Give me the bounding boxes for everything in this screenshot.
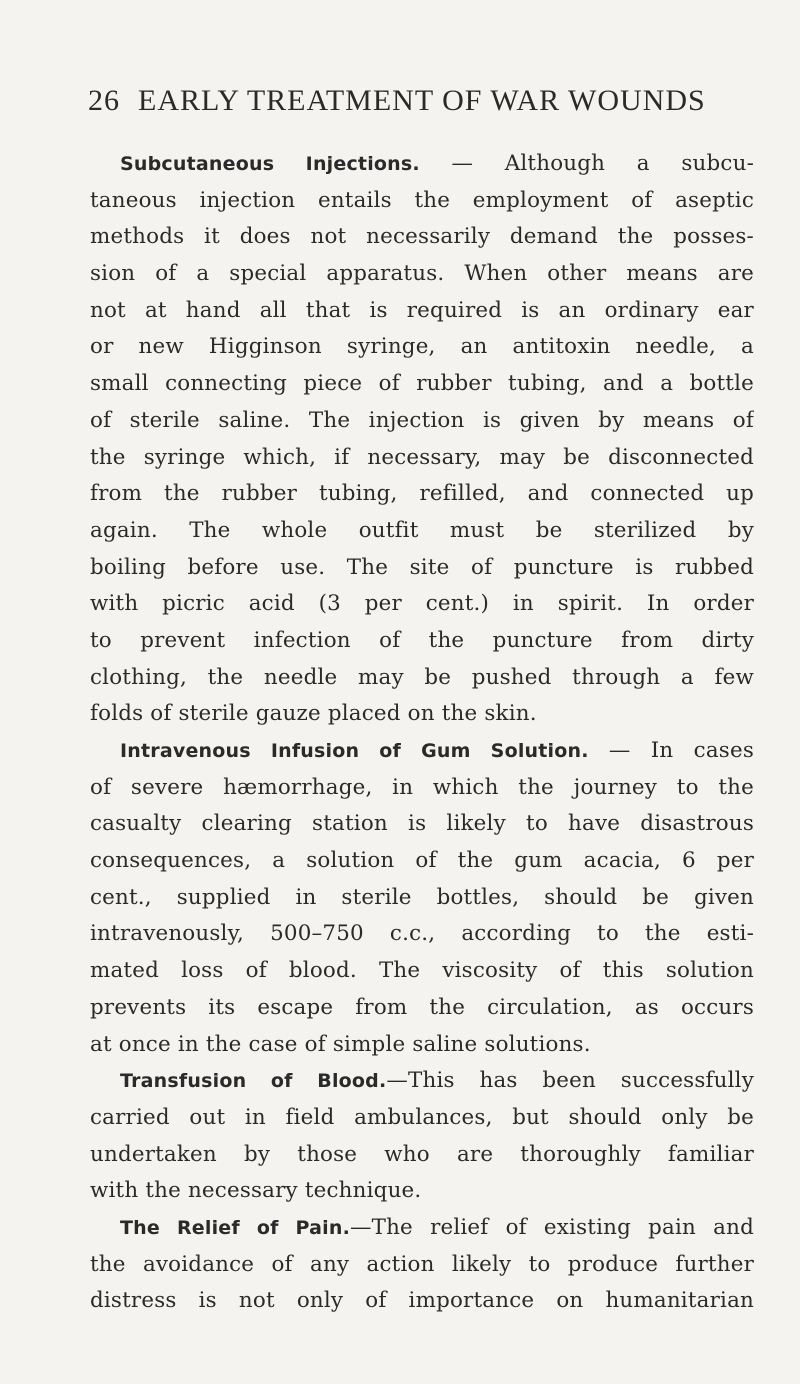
- section-heading: Transfusion of Blood.: [120, 1070, 387, 1093]
- text-line: of sterile saline. The injection is given by means of: [90, 407, 754, 433]
- text-line: undertaken by those who are thoroughly familiar: [90, 1141, 754, 1167]
- text-line: consequences, a solution of the gum acacia, 6 per: [90, 848, 754, 874]
- text-line: not at hand all that is required is an ordinary ear: [90, 297, 754, 323]
- text-line: the avoidance of any action likely to produce further: [90, 1251, 754, 1277]
- text-line: Transfusion of Blood.—This has been successfully: [120, 1068, 754, 1094]
- text-line: small connecting piece of rubber tubing, and a bottle: [90, 371, 754, 397]
- text-line: to prevent infection of the puncture from dirty: [90, 627, 754, 653]
- text-line: cent., supplied in sterile bottles, should be given: [90, 884, 754, 910]
- text-line: with the necessary technique.: [90, 1178, 422, 1204]
- text-line: sion of a special apparatus. When other means are: [90, 261, 754, 287]
- text-line: mated loss of blood. The viscosity of this solution: [90, 958, 754, 984]
- text-line: with picric acid (3 per cent.) in spirit. In order: [90, 591, 754, 617]
- running-head: [88, 84, 768, 118]
- text-line: intravenously, 500–750 c.c., according to the esti-: [90, 921, 754, 947]
- text-line: or new Higginson syringe, an antitoxin needle, a: [90, 334, 754, 360]
- text-line: at once in the case of simple saline solutions.: [90, 1031, 591, 1057]
- text-line: carried out in field ambulances, but should only be: [90, 1104, 754, 1130]
- running-title: EARLY TREATMENT OF WAR WOUNDS: [138, 84, 706, 117]
- text-line: The Relief of Pain.—The relief of existing pain and: [120, 1214, 754, 1240]
- text-line: methods it does not necessarily demand the posses-: [90, 224, 754, 250]
- text-line: the syringe which, if necessary, may be disconnected: [90, 444, 754, 470]
- text-line: casualty clearing station is likely to have disastrous: [90, 811, 754, 837]
- text-line: prevents its escape from the circulation, as occurs: [90, 994, 754, 1020]
- text-line: of severe hæmorrhage, in which the journey to the: [90, 774, 754, 800]
- text-line: Intravenous Infusion of Gum Solution. — In cases: [120, 738, 754, 763]
- text-line: taneous injection entails the employment of aseptic: [90, 187, 754, 213]
- section-heading: Subcutaneous Injections.: [120, 153, 420, 175]
- body-text: [90, 146, 754, 1320]
- text-line: clothing, the needle may be pushed through a few: [90, 664, 754, 690]
- section-heading: Intravenous Infusion of Gum Solution.: [120, 740, 589, 762]
- text-line: from the rubber tubing, refilled, and connected up: [90, 481, 754, 507]
- text-line: Subcutaneous Injections. — Although a subcu-: [120, 151, 754, 176]
- text-line: boiling before use. The site of puncture is rubbed: [90, 554, 754, 580]
- text-line: again. The whole outfit must be sterilized by: [90, 517, 754, 543]
- section-heading: The Relief of Pain.: [120, 1216, 351, 1239]
- text-line: folds of sterile gauze placed on the skin.: [90, 701, 537, 727]
- text-line: distress is not only of importance on humanitarian: [90, 1288, 754, 1314]
- page-number: 26: [88, 84, 120, 117]
